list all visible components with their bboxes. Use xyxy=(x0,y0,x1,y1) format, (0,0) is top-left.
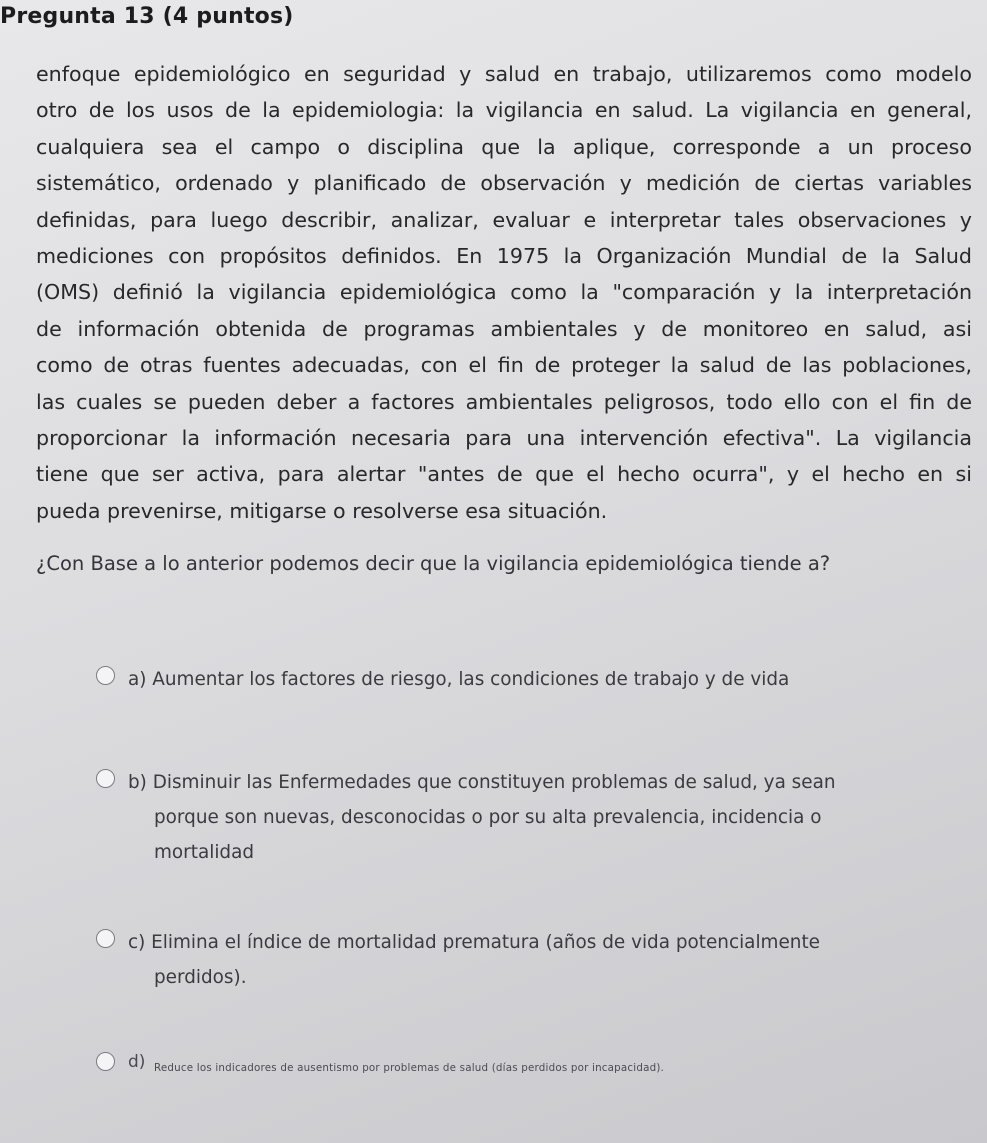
answer-option-a-text xyxy=(128,662,789,697)
passage-line: definidas, para luego describir, analizar, evaluar e interpretar tales observaciones y xyxy=(36,207,972,232)
option-letter-d: d) xyxy=(128,1052,146,1072)
radio-button-a[interactable] xyxy=(96,666,115,685)
radio-button-c[interactable] xyxy=(96,929,115,948)
option-line: mortalidad xyxy=(154,842,255,863)
question-prompt: ¿Con Base a lo anterior podemos decir que la vigilancia epidemiológica tiende a? xyxy=(36,552,831,575)
answer-option-d-text: Reduce los indicadores de ausentismo por problemas de salud (días perdidos por incapacidad). xyxy=(154,1062,665,1074)
option-line: b) Disminuir las Enfermedades que constituyen problemas de salud, ya sean xyxy=(128,772,836,793)
radio-button-d[interactable] xyxy=(96,1052,115,1071)
question-passage xyxy=(36,56,972,529)
passage-line: cualquiera sea el campo o disciplina que la aplique, corresponde a un proceso xyxy=(36,134,972,159)
option-line: porque son nuevas, desconocidas o por su alta prevalencia, incidencia o xyxy=(154,807,822,828)
passage-line: pueda prevenirse, mitigarse o resolverse esa situación. xyxy=(36,498,608,523)
passage-line: de información obtenida de programas ambientales y de monitoreo en salud, asi xyxy=(36,316,972,341)
passage-line: las cuales se pueden deber a factores ambientales peligrosos, todo ello con el fin de xyxy=(36,389,972,414)
passage-line: enfoque epidemiológico en seguridad y salud en trabajo, utilizaremos como modelo xyxy=(36,62,972,86)
passage-line: proporcionar la información necesaria para una intervención efectiva". La vigilancia xyxy=(36,425,972,450)
option-line: a) Aumentar los factores de riesgo, las condiciones de trabajo y de vida xyxy=(128,669,790,690)
passage-line: sistemático, ordenado y planificado de observación y medición de ciertas variables xyxy=(36,171,972,196)
passage-line: como de otras fuentes adecuadas, con el fin de proteger la salud de las poblaciones, xyxy=(36,353,972,378)
passage-line: tiene que ser activa, para alertar "antes de que el hecho ocurra", y el hecho en si xyxy=(36,462,972,487)
passage-line: mediciones con propósitos definidos. En 1975 la Organización Mundial de la Salud xyxy=(36,243,972,268)
radio-button-b[interactable] xyxy=(96,769,115,788)
option-line: c) Elimina el índice de mortalidad prematura (años de vida potencialmente xyxy=(128,932,820,953)
answer-option-b-text xyxy=(128,765,836,870)
passage-line: (OMS) definió la vigilancia epidemiológica como la "comparación y la interpretación xyxy=(36,280,972,305)
option-line: perdidos). xyxy=(154,967,247,988)
answer-option-c-text xyxy=(128,925,820,995)
passage-line: otro de los usos de la epidemiologia: la vigilancia en salud. La vigilancia en general, xyxy=(36,98,972,123)
question-title: Pregunta 13 (4 puntos) xyxy=(0,4,294,29)
